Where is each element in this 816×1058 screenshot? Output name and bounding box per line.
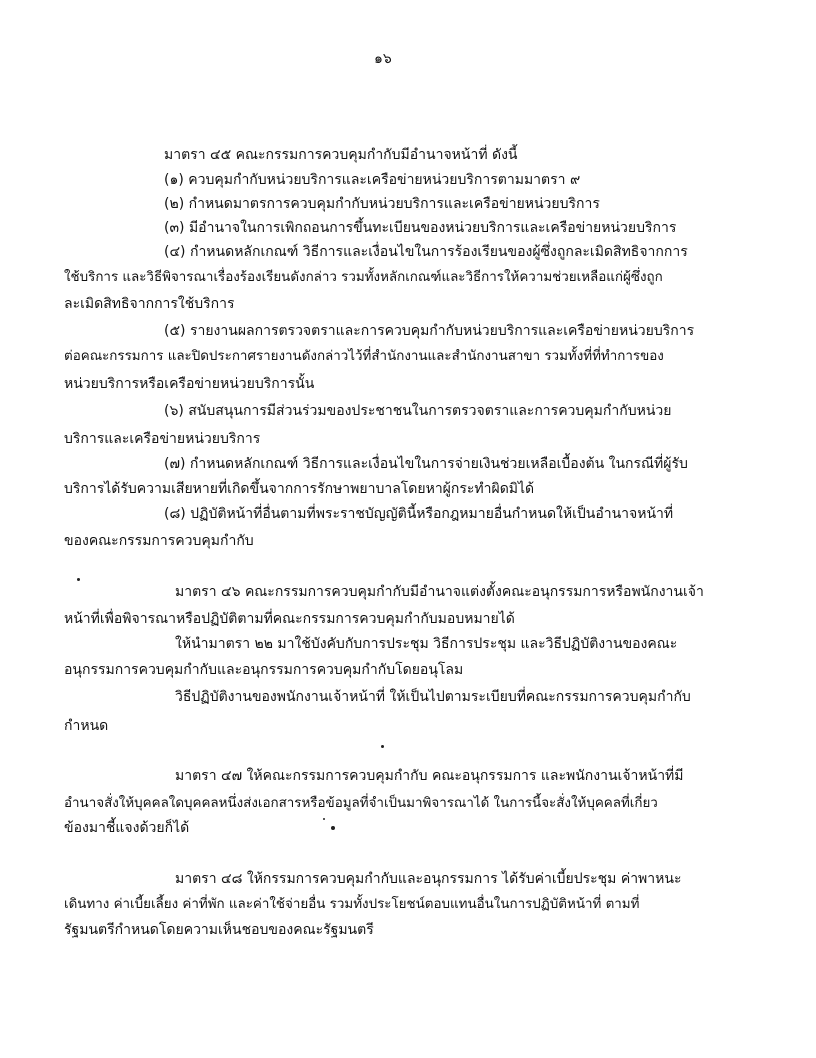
section-45-item-6-line-2: บริการและเครือข่ายหน่วยบริการ	[64, 431, 261, 447]
section-45-item-4-line-1: (๔) กำหนดหลักเกณฑ์ วิธีการและเงื่อนไขในการร้องเรียนของผู้ซึ่งถูกละเมิดสิทธิจากการ	[164, 244, 688, 260]
scan-speck	[381, 745, 384, 748]
section-45-item-8-line-2: ของคณะกรรมการควบคุมกำกับ	[64, 533, 254, 549]
section-46-line-2: หน้าที่เพื่อพิจารณาหรือปฏิบัติตามที่คณะกรรมการควบคุมกำกับมอบหมายได้	[64, 611, 515, 627]
section-45-item-7-line-1: (๗) กำหนดหลักเกณฑ์ วิธีการและเงื่อนไขในการจ่ายเงินช่วยเหลือเบื้องต้น ในกรณีที่ผู้รับ	[164, 456, 688, 472]
scan-speck	[77, 578, 80, 581]
section-45-item-4-line-3: ละเมิดสิทธิจากการใช้บริการ	[64, 296, 235, 312]
section-47-line-2: อำนาจสั่งให้บุคคลใดบุคคลหนึ่งส่งเอกสารหรือข้อมูลที่จำเป็นมาพิจารณาได้ ในการนี้จะสั่งให้บุคคลที่เกี่ยว	[64, 796, 658, 811]
section-47-line-1: มาตรา ๔๗ ให้คณะกรรมการควบคุมกำกับ คณะอนุกรรมการ และพนักงานเจ้าหน้าที่มี	[175, 768, 684, 784]
scan-speck	[323, 818, 325, 820]
section-45-item-6-line-1: (๖) สนับสนุนการมีส่วนร่วมของประชาชนในการตรวจตราและการควบคุมกำกับหน่วย	[164, 403, 672, 419]
section-48-line-2: เดินทาง ค่าเบี้ยเลี้ยง ค่าที่พัก และค่าใช้จ่ายอื่น รวมทั้งประโยชน์ตอบแทนอื่นในการปฏิบัติหน้าที่ ตามที่	[64, 897, 640, 912]
scan-speck	[331, 826, 335, 830]
page-number: ๑๖	[374, 51, 392, 67]
section-45-item-4-line-2: ใช้บริการ และวิธีพิจารณาเรื่องร้องเรียนดังกล่าว รวมทั้งหลักเกณฑ์และวิธีการให้ความช่วยเหลือแก่ผู้ซึ่งถูก	[64, 270, 663, 285]
section-46-para-2-line-1: ให้นำมาตรา ๒๒ มาใช้บังคับกับการประชุม วิธีการประชุม และวิธีปฏิบัติงานของคณะ	[175, 636, 678, 652]
section-48-line-3: รัฐมนตรีกำหนดโดยความเห็นชอบของคณะรัฐมนตรี	[64, 922, 374, 938]
section-45-item-1: (๑) ควบคุมกำกับหน่วยบริการและเครือข่ายหน่วยบริการตามมาตรา ๙	[164, 172, 581, 188]
section-45-item-5-line-1: (๕) รายงานผลการตรวจตราและการควบคุมกำกับหน่วยบริการและเครือข่ายหน่วยบริการ	[164, 323, 695, 339]
section-47-line-3: ข้องมาชี้แจงด้วยก็ได้	[64, 820, 190, 836]
section-45-heading: มาตรา ๔๕ คณะกรรมการควบคุมกำกับมีอำนาจหน้าที่ ดังนี้	[164, 147, 518, 163]
section-46-line-1: มาตรา ๔๖ คณะกรรมการควบคุมกำกับมีอำนาจแต่งตั้งคณะอนุกรรมการหรือพนักงานเจ้า	[175, 584, 704, 600]
section-45-item-5-line-2: ต่อคณะกรรมการ และปิดประกาศรายงานดังกล่าวไว้ที่สำนักงานและสำนักงานสาขา รวมทั้งที่ที่ทำการของ	[64, 349, 664, 364]
section-45-item-7-line-2: บริการได้รับความเสียหายที่เกิดขึ้นจากการรักษาพยาบาลโดยหาผู้กระทำผิดมิได้	[64, 481, 535, 497]
section-45-item-8-line-1: (๘) ปฏิบัติหน้าที่อื่นตามที่พระราชบัญญัตินี้หรือกฎหมายอื่นกำหนดให้เป็นอำนาจหน้าที่	[164, 506, 674, 522]
section-46-para-3-line-1: วิธีปฏิบัติงานของพนักงานเจ้าหน้าที่ ให้เป็นไปตามระเบียบที่คณะกรรมการควบคุมกำกับ	[175, 689, 691, 705]
section-45-item-5-line-3: หน่วยบริการหรือเครือข่ายหน่วยบริการนั้น	[64, 376, 315, 392]
section-48-line-1: มาตรา ๔๘ ให้กรรมการควบคุมกำกับและอนุกรรมการ ได้รับค่าเบี้ยประชุม ค่าพาหนะ	[175, 871, 682, 887]
section-45-item-2: (๒) กำหนดมาตรการควบคุมกำกับหน่วยบริการและเครือข่ายหน่วยบริการ	[164, 196, 600, 212]
section-45-item-3: (๓) มีอำนาจในการเพิกถอนการขึ้นทะเบียนของหน่วยบริการและเครือข่ายหน่วยบริการ	[164, 220, 677, 236]
section-46-para-2-line-2: อนุกรรมการควบคุมกำกับและอนุกรรมการควบคุมกำกับโดยอนุโลม	[64, 662, 464, 678]
section-46-para-3-line-2: กำหนด	[64, 718, 109, 734]
